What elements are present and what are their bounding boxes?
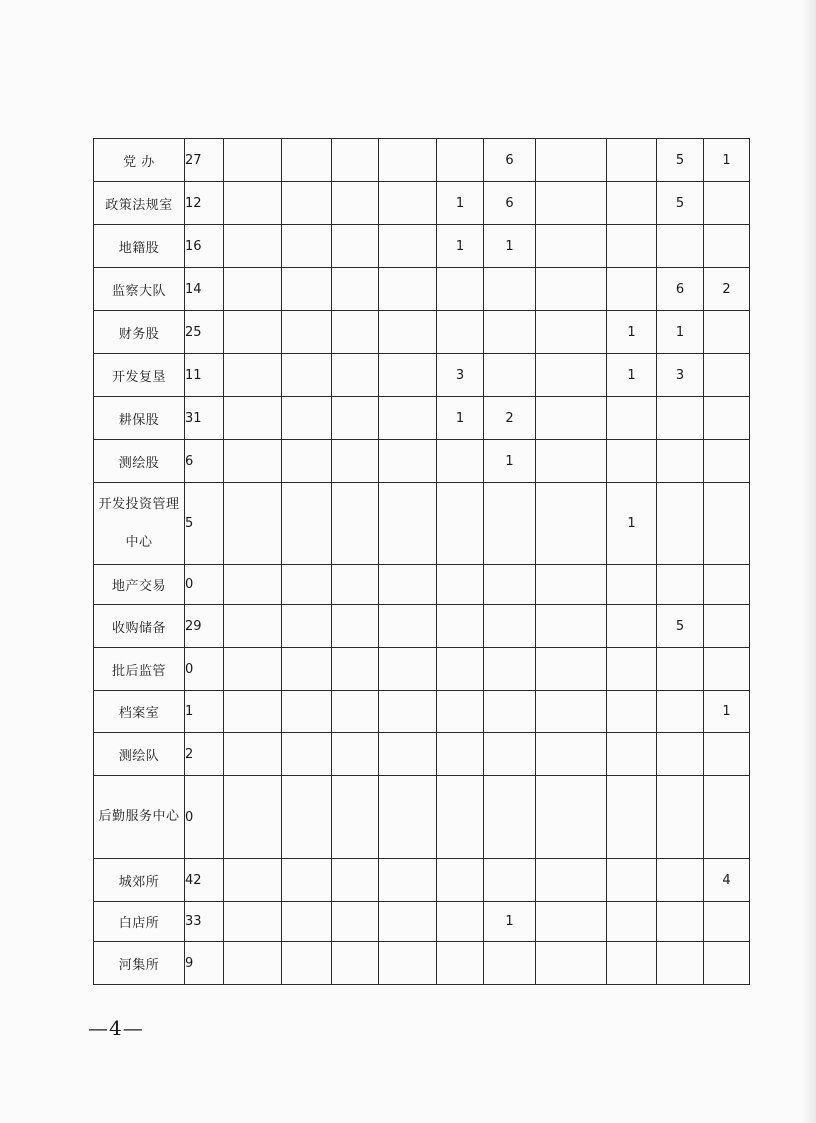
table-cell	[657, 648, 704, 691]
row-label: 档案室	[94, 691, 185, 733]
statistics-table	[93, 138, 750, 985]
table-cell	[536, 268, 607, 311]
table-cell	[657, 733, 704, 776]
table-cell	[484, 776, 536, 859]
table-cell	[332, 605, 379, 648]
table-row	[94, 776, 750, 859]
row-count: 12	[185, 182, 224, 225]
table-cell	[536, 440, 607, 483]
table-cell	[704, 311, 750, 354]
table-cell	[379, 311, 437, 354]
row-label: 河集所	[94, 942, 185, 985]
table-row	[94, 440, 750, 483]
table-cell: 5	[657, 139, 704, 182]
table-cell	[607, 648, 657, 691]
table-cell	[379, 605, 437, 648]
table-cell	[536, 565, 607, 605]
table-cell	[282, 902, 332, 942]
table-cell	[224, 691, 282, 733]
table-cell	[484, 605, 536, 648]
table-cell	[332, 859, 379, 902]
table-cell	[332, 268, 379, 311]
table-cell	[282, 691, 332, 733]
table-cell	[282, 440, 332, 483]
row-count: 14	[185, 268, 224, 311]
table-cell	[282, 311, 332, 354]
table-row	[94, 139, 750, 182]
table-cell	[607, 139, 657, 182]
table-cell	[282, 139, 332, 182]
table-cell	[332, 565, 379, 605]
table-cell	[282, 397, 332, 440]
row-label: 开发投资管理中心	[94, 483, 185, 565]
row-label: 开发复垦	[94, 354, 185, 397]
table-cell	[282, 942, 332, 985]
table-cell	[484, 483, 536, 565]
row-label: 耕保股	[94, 397, 185, 440]
table-cell	[282, 648, 332, 691]
table-row	[94, 859, 750, 902]
table-cell	[379, 776, 437, 859]
table-cell	[484, 268, 536, 311]
table-cell: 1	[607, 311, 657, 354]
table-cell	[332, 483, 379, 565]
table-cell	[657, 859, 704, 902]
table-cell: 6	[657, 268, 704, 311]
table-cell: 2	[704, 268, 750, 311]
row-label: 监察大队	[94, 268, 185, 311]
table-cell	[437, 902, 484, 942]
table-cell	[536, 942, 607, 985]
table-cell	[282, 483, 332, 565]
table-cell	[484, 859, 536, 902]
table-row	[94, 605, 750, 648]
table-cell	[224, 311, 282, 354]
row-count: 42	[185, 859, 224, 902]
table-cell: 1	[484, 440, 536, 483]
table-cell	[657, 942, 704, 985]
table-cell	[536, 311, 607, 354]
table-cell	[224, 225, 282, 268]
table-cell	[704, 483, 750, 565]
row-count: 25	[185, 311, 224, 354]
table-cell	[607, 691, 657, 733]
table-cell	[224, 776, 282, 859]
row-label: 测绘队	[94, 733, 185, 776]
table-row	[94, 565, 750, 605]
row-count: 0	[185, 565, 224, 605]
table-cell	[332, 776, 379, 859]
table-cell	[224, 733, 282, 776]
table-cell	[332, 733, 379, 776]
table-row	[94, 733, 750, 776]
table-cell	[437, 139, 484, 182]
table-cell	[704, 648, 750, 691]
table-cell	[437, 311, 484, 354]
table-cell	[282, 776, 332, 859]
table-cell	[657, 902, 704, 942]
table-cell	[282, 859, 332, 902]
table-cell	[379, 440, 437, 483]
table-cell: 1	[704, 139, 750, 182]
table-cell	[607, 942, 657, 985]
table-cell	[379, 225, 437, 268]
table-cell	[607, 440, 657, 483]
table-cell	[536, 605, 607, 648]
table-cell	[607, 859, 657, 902]
table-cell	[282, 733, 332, 776]
row-label: 政策法规室	[94, 182, 185, 225]
table-cell	[437, 776, 484, 859]
row-count: 0	[185, 648, 224, 691]
table-cell	[536, 483, 607, 565]
table-cell	[224, 268, 282, 311]
table-cell	[484, 733, 536, 776]
table-cell: 3	[437, 354, 484, 397]
table-cell: 1	[607, 483, 657, 565]
table-cell	[536, 859, 607, 902]
row-label: 批后监管	[94, 648, 185, 691]
table-cell	[224, 605, 282, 648]
table-cell	[437, 565, 484, 605]
table-row	[94, 354, 750, 397]
table-cell	[437, 483, 484, 565]
table-cell: 3	[657, 354, 704, 397]
table-cell	[607, 565, 657, 605]
table-cell	[282, 605, 332, 648]
row-count: 0	[185, 776, 224, 859]
table-cell	[607, 776, 657, 859]
table-cell	[704, 942, 750, 985]
table-row	[94, 311, 750, 354]
table-cell	[379, 733, 437, 776]
row-label: 地产交易	[94, 565, 185, 605]
table-cell	[332, 225, 379, 268]
table-cell	[437, 268, 484, 311]
table-cell	[379, 397, 437, 440]
table-cell	[536, 182, 607, 225]
table-cell	[657, 225, 704, 268]
table-cell	[704, 605, 750, 648]
table-cell	[607, 268, 657, 311]
table-cell	[379, 565, 437, 605]
table-cell	[657, 691, 704, 733]
table-cell	[536, 139, 607, 182]
table-cell	[379, 648, 437, 691]
table-row	[94, 648, 750, 691]
table-row	[94, 397, 750, 440]
table-cell: 1	[437, 397, 484, 440]
row-count: 2	[185, 733, 224, 776]
row-count: 29	[185, 605, 224, 648]
table-cell	[224, 902, 282, 942]
table-cell: 1	[484, 902, 536, 942]
row-label: 财务股	[94, 311, 185, 354]
table-cell	[332, 648, 379, 691]
table-cell	[437, 733, 484, 776]
table-cell: 1	[484, 225, 536, 268]
table-cell	[332, 397, 379, 440]
table-cell	[224, 440, 282, 483]
row-label: 白店所	[94, 902, 185, 942]
table-row	[94, 942, 750, 985]
table-cell	[704, 354, 750, 397]
row-count: 1	[185, 691, 224, 733]
table-cell	[704, 225, 750, 268]
table-row	[94, 483, 750, 565]
table-cell	[224, 565, 282, 605]
table-cell	[704, 902, 750, 942]
table-cell	[332, 942, 379, 985]
table-cell	[484, 354, 536, 397]
table-cell	[224, 354, 282, 397]
table-cell	[484, 311, 536, 354]
table-cell	[379, 859, 437, 902]
table-cell	[536, 776, 607, 859]
table-cell	[282, 182, 332, 225]
row-label: 地籍股	[94, 225, 185, 268]
table-cell	[536, 397, 607, 440]
table-cell	[224, 648, 282, 691]
table-cell	[704, 733, 750, 776]
table-row	[94, 225, 750, 268]
table-cell	[607, 605, 657, 648]
table-cell	[332, 440, 379, 483]
table-cell	[282, 225, 332, 268]
table-row	[94, 268, 750, 311]
table-cell: 1	[657, 311, 704, 354]
table-cell	[437, 605, 484, 648]
table-cell	[657, 565, 704, 605]
table-cell	[704, 182, 750, 225]
table-cell	[332, 182, 379, 225]
table-cell: 1	[437, 225, 484, 268]
table-cell: 5	[657, 605, 704, 648]
table-cell	[379, 182, 437, 225]
table-cell	[657, 483, 704, 565]
table-cell: 1	[704, 691, 750, 733]
table-cell	[332, 354, 379, 397]
row-count: 6	[185, 440, 224, 483]
table-cell	[379, 139, 437, 182]
table-cell	[704, 440, 750, 483]
table-cell: 6	[484, 139, 536, 182]
table-cell	[536, 648, 607, 691]
table-cell	[282, 268, 332, 311]
table-cell	[657, 440, 704, 483]
table-cell	[536, 691, 607, 733]
table-cell	[379, 942, 437, 985]
table-cell	[704, 397, 750, 440]
table-cell	[332, 691, 379, 733]
table-cell	[437, 440, 484, 483]
table-cell	[536, 733, 607, 776]
table-cell	[224, 942, 282, 985]
table-cell	[224, 483, 282, 565]
table-cell: 1	[437, 182, 484, 225]
table-cell	[704, 565, 750, 605]
row-label: 收购储备	[94, 605, 185, 648]
table-cell	[484, 565, 536, 605]
table-cell	[484, 648, 536, 691]
table-cell: 1	[607, 354, 657, 397]
table-cell	[704, 776, 750, 859]
row-count: 31	[185, 397, 224, 440]
table-cell	[607, 902, 657, 942]
scan-edge-shadow	[802, 0, 816, 1123]
table-cell	[607, 182, 657, 225]
table-row	[94, 182, 750, 225]
table-cell	[224, 182, 282, 225]
row-label: 测绘股	[94, 440, 185, 483]
table-cell: 4	[704, 859, 750, 902]
table-cell	[379, 268, 437, 311]
table-cell	[224, 397, 282, 440]
table-cell	[536, 902, 607, 942]
row-count: 5	[185, 483, 224, 565]
table-cell	[536, 354, 607, 397]
table-cell	[332, 902, 379, 942]
table-cell	[282, 565, 332, 605]
table-cell	[657, 397, 704, 440]
table-cell: 5	[657, 182, 704, 225]
table-cell	[332, 139, 379, 182]
row-count: 11	[185, 354, 224, 397]
table-cell	[484, 691, 536, 733]
table-cell: 2	[484, 397, 536, 440]
table-cell	[379, 902, 437, 942]
table-cell	[437, 859, 484, 902]
table-cell	[379, 483, 437, 565]
table-cell: 6	[484, 182, 536, 225]
table-cell	[379, 354, 437, 397]
table-cell	[607, 733, 657, 776]
table-cell	[282, 354, 332, 397]
table-cell	[437, 648, 484, 691]
table-row	[94, 691, 750, 733]
table-cell	[224, 139, 282, 182]
table-cell	[379, 691, 437, 733]
table-row	[94, 902, 750, 942]
table-cell	[536, 225, 607, 268]
table-cell	[607, 397, 657, 440]
table-cell	[224, 859, 282, 902]
row-label: 后勤服务中心	[94, 776, 185, 859]
row-count: 9	[185, 942, 224, 985]
row-count: 27	[185, 139, 224, 182]
row-count: 33	[185, 902, 224, 942]
row-count: 16	[185, 225, 224, 268]
table-cell	[607, 225, 657, 268]
table-cell	[437, 942, 484, 985]
row-label: 党 办	[94, 139, 185, 182]
table-cell	[484, 942, 536, 985]
page-number: —4—	[88, 1016, 144, 1040]
table-cell	[437, 691, 484, 733]
table-cell	[657, 776, 704, 859]
table-cell	[332, 311, 379, 354]
row-label: 城郊所	[94, 859, 185, 902]
